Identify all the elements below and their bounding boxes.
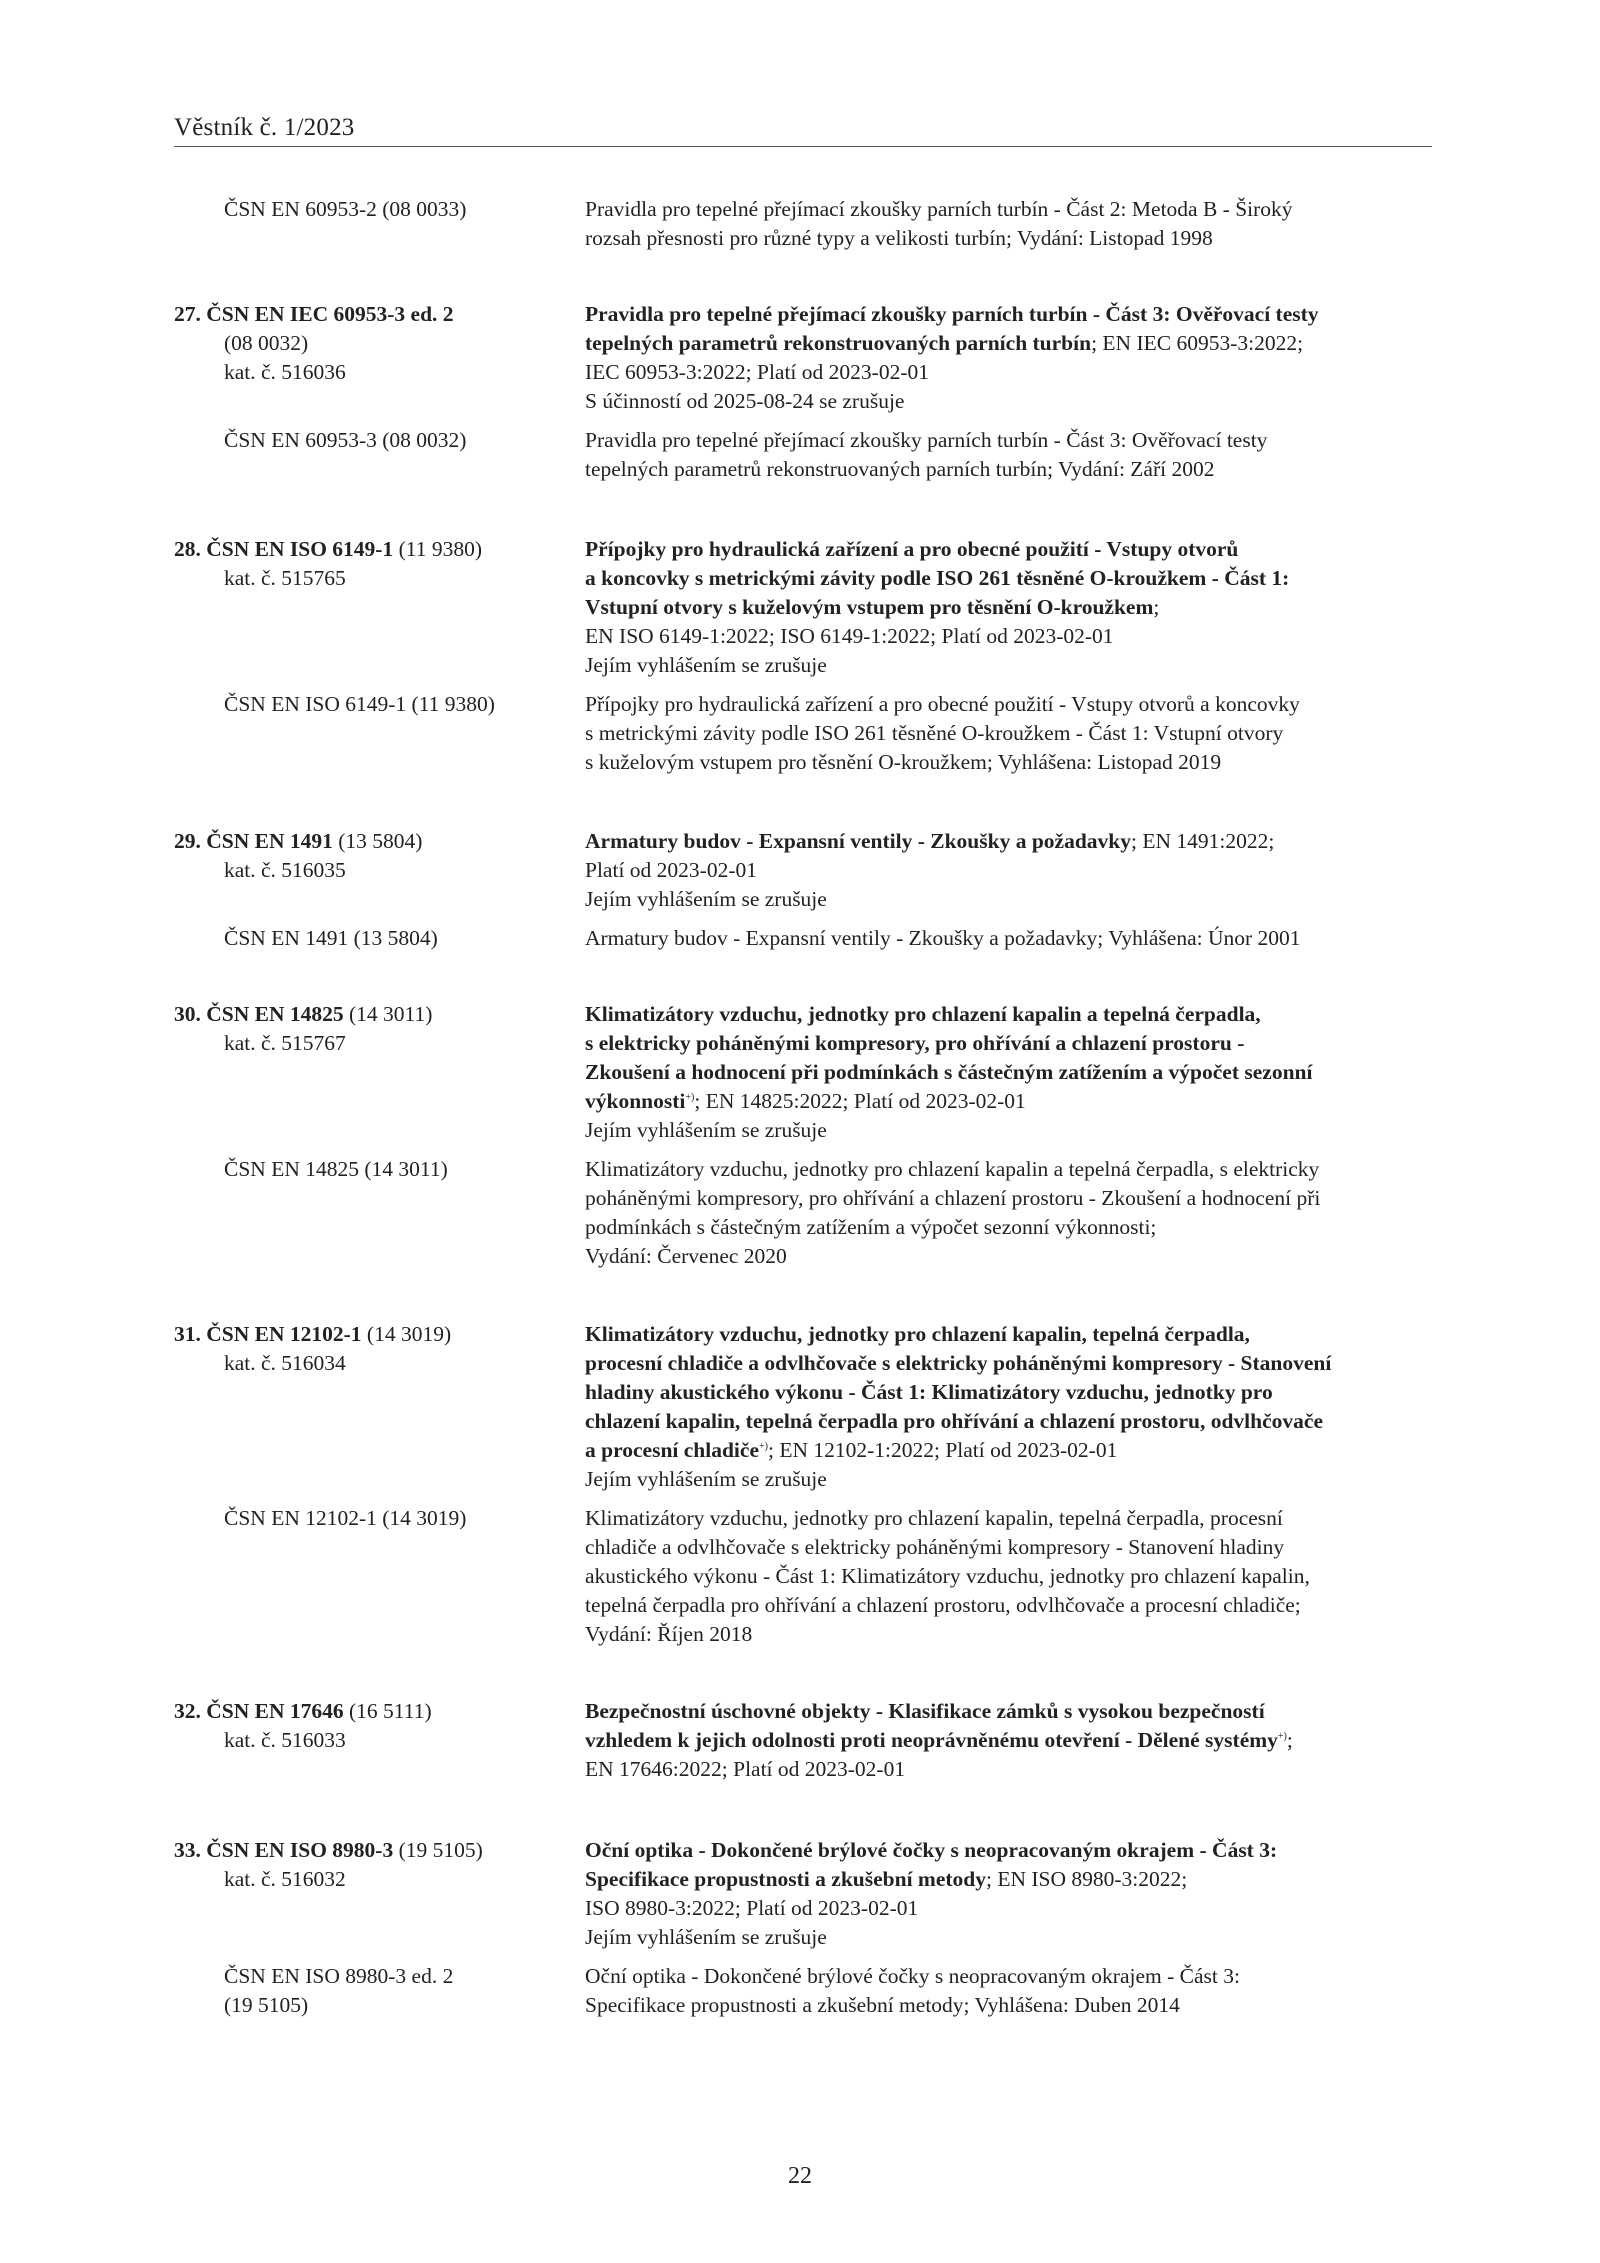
standard-entry-27 bbox=[0, 300, 1600, 481]
withdrawn-designation: ČSN EN 60953-3 (08 0032) bbox=[224, 428, 467, 452]
standard-designation bbox=[174, 1320, 574, 1378]
standard-entry-29 bbox=[0, 827, 1600, 950]
standard-entry-31 bbox=[0, 1320, 1600, 1646]
standard-title: Oční optika - Dokončené brýlové čočky s neopracovaným okrajem - Část 3: Specifikace propustnosti a zkušební metody; EN ISO 8980-3:2022; ISO 8980-3:2022; Platí od 2023-02-01 Jejím vyhlášením se zrušuje bbox=[585, 1838, 1278, 1949]
withdrawn-title: Klimatizátory vzduchu, jednotky pro chlazení kapalin, tepelná čerpadla, procesní chladiče a odvlhčovače s elektricky poháněnými kompresory - Stanovení hladiny akustického výkonu - Část 1: Klimatizátory vzduchu, jednotky pro chlazení kapalin, tepelná čerpadla pro ohřívání a chlazení prostoru, odvlhčovače a procesní chladiče; Vydání: Říjen 2018 bbox=[585, 1506, 1310, 1646]
catalog-number: kat. č. 516033 bbox=[224, 1728, 346, 1752]
standard-designation bbox=[174, 1836, 574, 1894]
withdrawn-title: Klimatizátory vzduchu, jednotky pro chlazení kapalin a tepelná čerpadla, s elektricky poháněnými kompresory, pro ohřívání a chlazení prostoru - Zkoušení a hodnocení při podmínkách s částečným zatížením a výpočet sezonní výkonnosti; Vydání: Červenec 2020 bbox=[585, 1157, 1321, 1268]
standard-entry-30 bbox=[0, 1000, 1600, 1268]
journal-title: Věstník č. 1/2023 bbox=[174, 114, 355, 141]
catalog-number: kat. č. 516034 bbox=[224, 1351, 346, 1375]
withdrawn-title: Pravidla pro tepelné přejímací zkoušky parních turbín - Část 3: Ověřovací testy tepelných parametrů rekonstruovaných parních turbín; Vydání: Září 2002 bbox=[585, 428, 1268, 481]
footnote-marker: +) bbox=[685, 1091, 695, 1103]
standard-code: ČSN EN ISO 6149-1 bbox=[206, 537, 394, 561]
standard-designation bbox=[174, 535, 574, 593]
catalog-number: kat. č. 515765 bbox=[224, 566, 346, 590]
catalog-number: kat. č. 516036 bbox=[224, 360, 346, 384]
page-number: 22 bbox=[788, 2163, 812, 2189]
standard-title: Klimatizátory vzduchu, jednotky pro chlazení kapalin, tepelná čerpadla, procesní chladiče a odvlhčovače s elektricky poháněnými kompresory - Stanovení hladiny akustického výkonu - Část 1: Klimatizátory vzduchu, jednotky pro chlazení kapalin, tepelná čerpadla pro ohřívání a chlazení prostoru, odvlhčovače a procesní chladiče+); EN 12102-1:2022; Platí od 2023-02-01 Jejím vyhlášením se zrušuje bbox=[585, 1322, 1332, 1491]
catalog-number: kat. č. 516035 bbox=[224, 858, 346, 882]
withdrawn-title: Přípojky pro hydraulická zařízení a pro obecné použití - Vstupy otvorů a koncovky s metrickými závity podle ISO 261 těsněné O-kroužkem - Část 1: Vstupní otvory s kuželovým vstupem pro těsnění O-kroužkem; Vyhlášena: Listopad 2019 bbox=[585, 692, 1300, 774]
entry-number: 28. bbox=[174, 537, 201, 561]
standard-title: Armatury budov - Expansní ventily - Zkoušky a požadavky; EN 1491:2022; Platí od 2023-02-01 Jejím vyhlášením se zrušuje bbox=[585, 829, 1275, 911]
entry-number: 29. bbox=[174, 829, 201, 853]
withdrawn-designation: ČSN EN ISO 6149-1 (11 9380) bbox=[224, 692, 495, 716]
standard-code: ČSN EN 1491 bbox=[206, 829, 333, 853]
standard-title: Přípojky pro hydraulická zařízení a pro obecné použití - Vstupy otvorů a koncovky s metrickými závity podle ISO 261 těsněné O-kroužkem - Část 1: Vstupní otvory s kuželovým vstupem pro těsnění O-kroužkem; EN ISO 6149-1:2022; ISO 6149-1:2022; Platí od 2023-02-01 Jejím vyhlášením se zrušuje bbox=[585, 537, 1290, 677]
standard-designation bbox=[174, 300, 574, 387]
classification-code: (11 9380) bbox=[398, 537, 482, 561]
footnote-marker: +) bbox=[758, 1440, 768, 1452]
standard-title: Klimatizátory vzduchu, jednotky pro chlazení kapalin a tepelná čerpadla, s elektricky poháněnými kompresory, pro ohřívání a chlazení prostoru - Zkoušení a hodnocení při podmínkách s částečným zatížením a výpočet sezonní výkonnosti+); EN 14825:2022; Platí od 2023-02-01 Jejím vyhlášením se zrušuje bbox=[585, 1002, 1313, 1142]
footnote-marker: +) bbox=[1277, 1730, 1287, 1742]
standard-designation bbox=[174, 1000, 574, 1058]
catalog-number: kat. č. 515767 bbox=[224, 1031, 346, 1055]
withdrawn-title: Armatury budov - Expansní ventily - Zkoušky a požadavky; Vyhlášena: Únor 2001 bbox=[585, 926, 1301, 950]
standard-title: Pravidla pro tepelné přejímací zkoušky parních turbín - Část 3: Ověřovací testy tepelných parametrů rekonstruovaných parních turbín; EN IEC 60953-3:2022; IEC 60953-3:2022; Platí od 2023-02-01 S účinností od 2025-08-24 se zrušuje bbox=[585, 302, 1319, 413]
withdrawn-designation: ČSN EN 12102-1 (14 3019) bbox=[224, 1506, 467, 1530]
classification-code: (13 5804) bbox=[338, 829, 423, 853]
classification-code: (14 3011) bbox=[349, 1002, 433, 1026]
standard-entry-28 bbox=[0, 535, 1600, 774]
standard-code: ČSN EN IEC 60953-3 ed. 2 bbox=[206, 302, 454, 326]
standard-code: ČSN EN 14825 bbox=[206, 1002, 344, 1026]
standard-entry-32 bbox=[0, 1697, 1600, 1787]
standard-designation bbox=[174, 1697, 574, 1755]
entry-number: 32. bbox=[174, 1699, 201, 1723]
standard-entry-33 bbox=[0, 1836, 1600, 2017]
classification-code: (19 5105) bbox=[398, 1838, 483, 1862]
standard-code: ČSN EN 17646 bbox=[206, 1699, 344, 1723]
standard-title: Bezpečnostní úschovné objekty - Klasifikace zámků s vysokou bezpečností vzhledem k jejich odolnosti proti neoprávněnému otevření - Dělené systémy+); EN 17646:2022; Platí od 2023-02-01 bbox=[585, 1699, 1293, 1781]
entry-number: 30. bbox=[174, 1002, 201, 1026]
standard-code: ČSN EN 12102-1 bbox=[206, 1322, 362, 1346]
standard-code: ČSN EN ISO 8980-3 bbox=[206, 1838, 394, 1862]
entry-number: 31. bbox=[174, 1322, 201, 1346]
withdrawn-designation: ČSN EN 60953-2 (08 0033) bbox=[224, 197, 467, 221]
withdrawn-title: Pravidla pro tepelné přejímací zkoušky parních turbín - Část 2: Metoda B - Široký rozsah přesnosti pro různé typy a velikosti turbín; Vydání: Listopad 1998 bbox=[585, 197, 1293, 250]
classification-code: (16 5111) bbox=[349, 1699, 432, 1723]
withdrawn-designation: ČSN EN ISO 8980-3 ed. 2 (19 5105) bbox=[224, 1964, 454, 2017]
catalog-number: kat. č. 516032 bbox=[224, 1867, 346, 1891]
withdrawn-designation: ČSN EN 1491 (13 5804) bbox=[224, 926, 438, 950]
withdrawn-designation: ČSN EN 14825 (14 3011) bbox=[224, 1157, 448, 1181]
entry-number: 27. bbox=[174, 302, 201, 326]
page-header bbox=[174, 110, 1432, 147]
withdrawn-title: Oční optika - Dokončené brýlové čočky s neopracovaným okrajem - Část 3: Specifikace propustnosti a zkušební metody; Vyhlášena: Duben 2014 bbox=[585, 1964, 1240, 2017]
entry-number: 33. bbox=[174, 1838, 201, 1862]
classification-code: (08 0032) bbox=[224, 331, 309, 355]
standard-designation bbox=[174, 827, 574, 885]
classification-code: (14 3019) bbox=[366, 1322, 452, 1346]
